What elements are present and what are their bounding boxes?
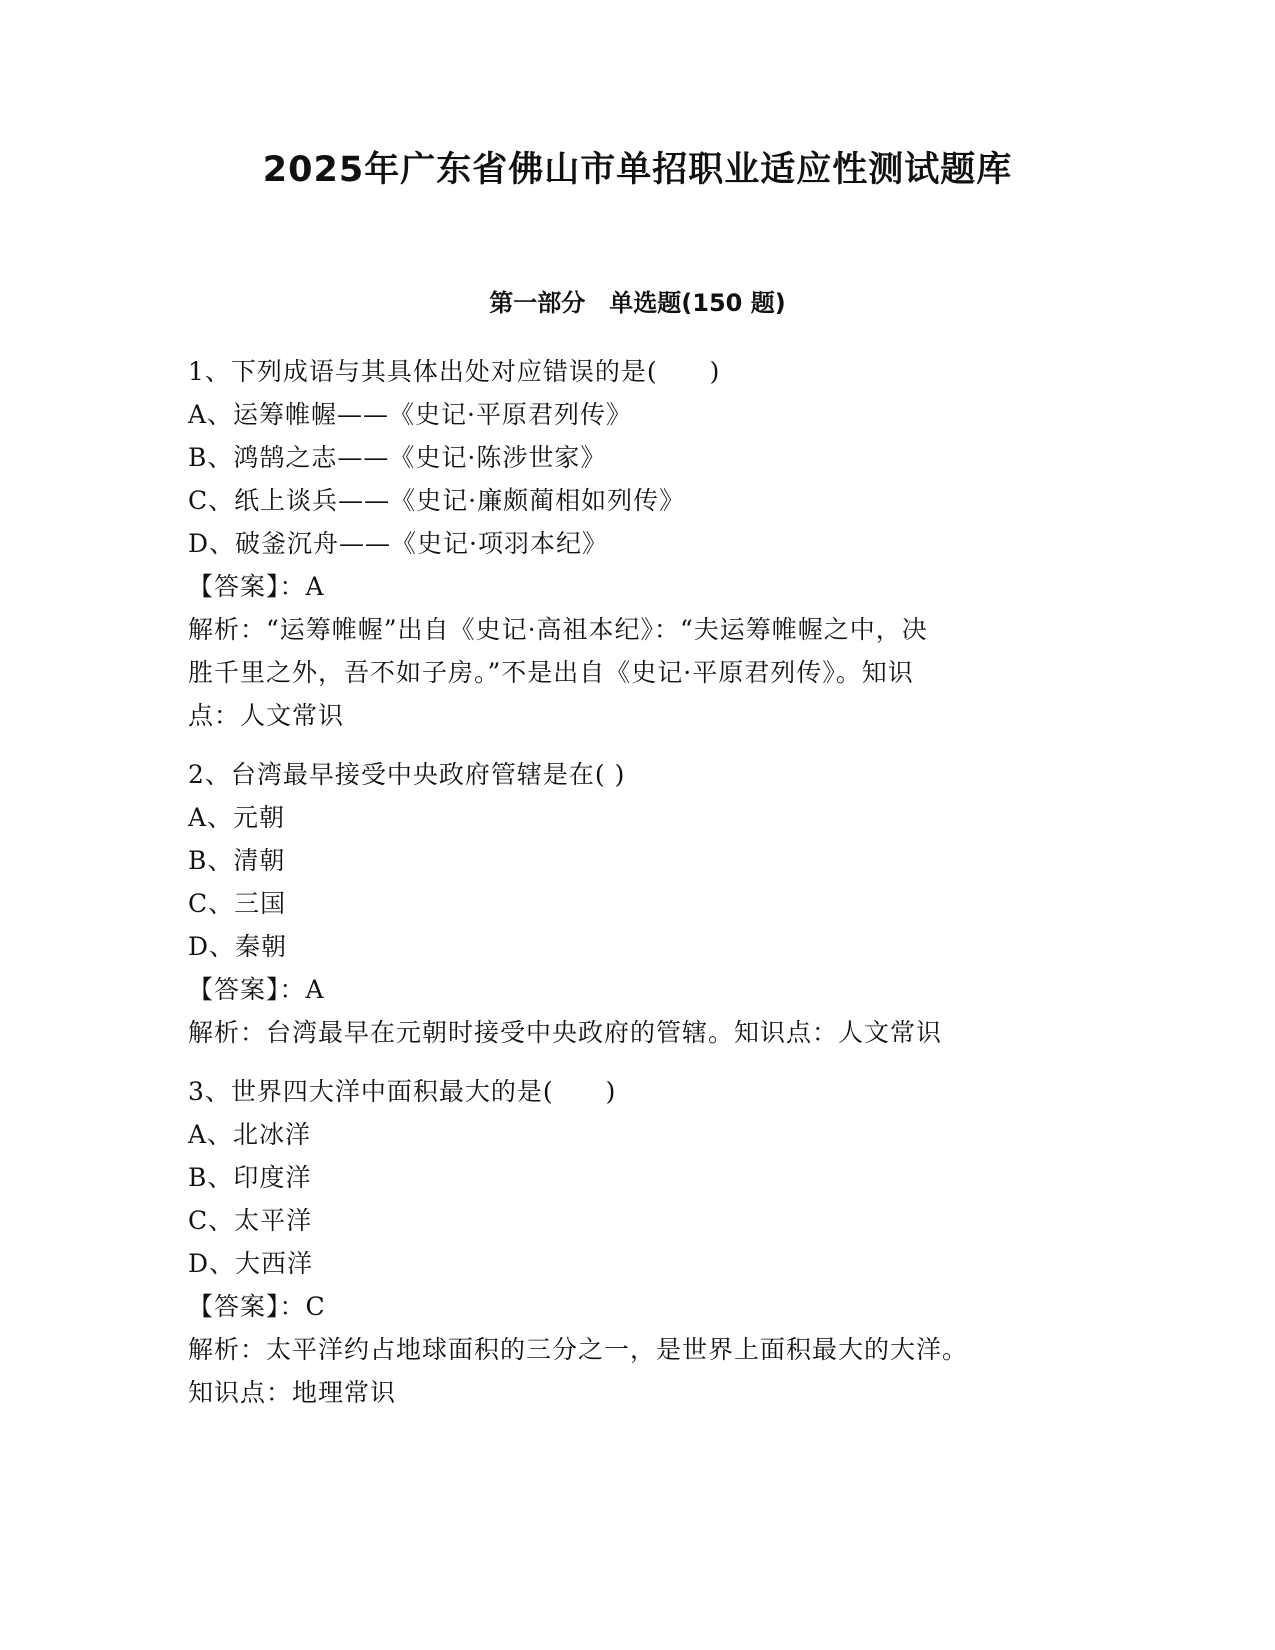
option-c: C、纸上谈兵——《史记·廉颇蔺相如列传》 bbox=[188, 486, 686, 515]
option-b: B、鸿鹄之志——《史记·陈涉世家》 bbox=[188, 443, 607, 472]
option-b: B、清朝 bbox=[188, 846, 286, 875]
question-stem: 1、下列成语与其具体出处对应错误的是( ) bbox=[188, 357, 721, 386]
option-b: B、印度洋 bbox=[188, 1163, 312, 1192]
section-heading: 第一部分 单选题(150 题) bbox=[489, 289, 786, 317]
option-c: C、三国 bbox=[188, 889, 287, 918]
question-1 bbox=[188, 350, 1088, 737]
document-title: 2025年广东省佛山市单招职业适应性测试题库 bbox=[262, 150, 1013, 190]
analysis-line: 点：人文常识 bbox=[188, 701, 345, 730]
analysis-line: 知识点：地理常识 bbox=[188, 1378, 397, 1407]
question-3 bbox=[188, 1070, 1088, 1414]
question-stem: 2、台湾最早接受中央政府管辖是在( ) bbox=[188, 760, 626, 789]
analysis-line: 解析：“运筹帷幄”出自《史记·高祖本纪》：“夫运筹帷幄之中，决 bbox=[188, 615, 928, 644]
analysis-line: 解析：台湾最早在元朝时接受中央政府的管辖。知识点：人文常识 bbox=[188, 1018, 943, 1047]
option-a: A、运筹帷幄——《史记·平原君列传》 bbox=[188, 400, 633, 429]
answer: 【答案】：C bbox=[188, 1292, 326, 1321]
analysis-line: 解析：太平洋约占地球面积的三分之一，是世界上面积最大的大洋。 bbox=[188, 1335, 969, 1364]
option-d: D、破釜沉舟——《史记·项羽本纪》 bbox=[188, 529, 608, 558]
option-a: A、元朝 bbox=[188, 803, 286, 832]
analysis-line: 胜千里之外，吾不如子房。”不是出自《史记·平原君列传》。知识 bbox=[188, 658, 914, 687]
option-a: A、北冰洋 bbox=[188, 1120, 312, 1149]
answer: 【答案】：A bbox=[188, 572, 325, 601]
question-2 bbox=[188, 753, 1088, 1054]
answer: 【答案】：A bbox=[188, 975, 325, 1004]
option-d: D、大西洋 bbox=[188, 1249, 314, 1278]
question-stem: 3、世界四大洋中面积最大的是( ) bbox=[188, 1077, 617, 1106]
question-list bbox=[188, 350, 1088, 1430]
option-c: C、太平洋 bbox=[188, 1206, 313, 1235]
option-d: D、秦朝 bbox=[188, 932, 288, 961]
